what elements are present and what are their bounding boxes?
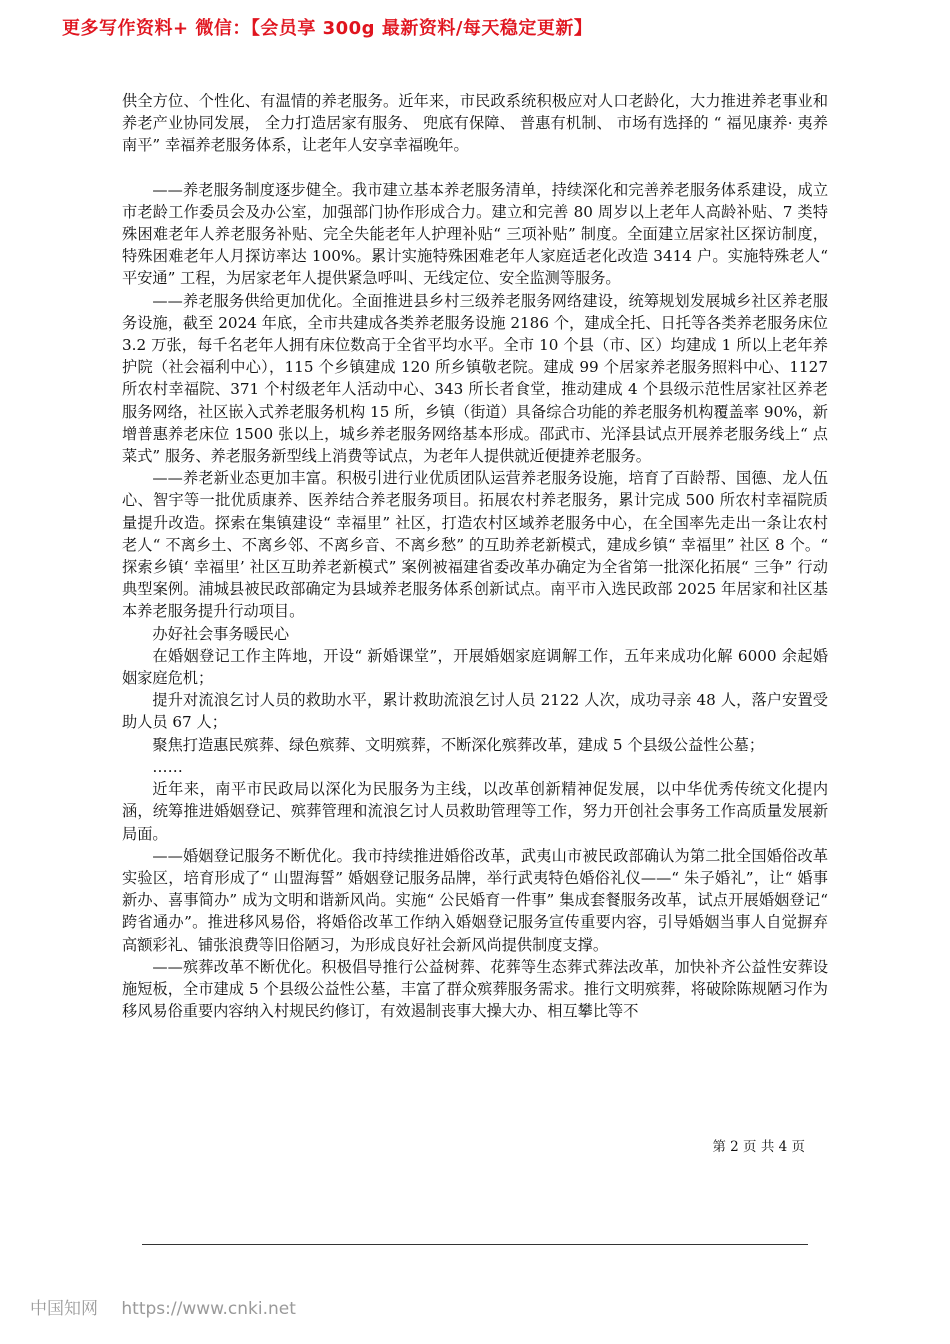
paragraph-intro: 供全方位、个性化、有温情的养老服务。近年来，市民政系统积极应对人口老龄化，大力推进养老事业和养老产业协同发展， 全力打造居家有服务、 兜底有保障、 普惠有机制、 市场有选择的 “ 福见康养· 夷养南平” 幸福养老服务体系，让老年人安享幸福晚年。 (122, 92, 828, 155)
paragraph-elderly-new-business: ——养老新业态更加丰富。积极引进行业优质团队运营养老服务设施，培育了百龄帮、国德、龙人伍心、智宇等一批优质康养、医养结合养老服务项目。拓展农村养老服务，累计完成 500 所农村幸福院质量提升改造。探索在集镇建设“ 幸福里” 社区，打造农村区域养老服务中心，在全国率先走出一条让农村老人“ 不离乡土、不离乡邻、不离乡音、不离乡愁” 的互助养老新模式，建成乡镇“ 幸福里” 社区 8 个。“ 探索乡镇‘ 幸福里’ 社区互助养老新模式” 案例被福建省委改革办确定为全省第一批深化拓展“ 三争” 行动典型案例。浦城县被民政部确定为县域养老服务体系创新试点。南平市入选民政部 2025 年居家和社区基本养老服务提升行动项目。 (122, 469, 828, 621)
page-number: 第 2 页 共 4 页 (712, 1139, 805, 1155)
paragraph-funeral-reform: 聚焦打造惠民殡葬、绿色殡葬、文明殡葬，不断深化殡葬改革，建成 5 个县级公益性公墓； (152, 735, 765, 754)
section-heading: 办好社会事务暖民心 (152, 624, 290, 643)
paragraph-ellipsis: …… (152, 757, 183, 776)
paragraph-elderly-system: ——养老服务制度逐步健全。我市建立基本养老服务清单，持续深化和完善养老服务体系建设，成立市老龄工作委员会及办公室，加强部门协作形成合力。建立和完善 80 周岁以上老年人高龄补贴、7 类特殊困难老年人养老服务补贴、完全失能老年人护理补贴“ 三项补贴” 制度。全面建立居家社区探访制度，特殊困难老年人月探访率达 100%。累计实施特殊困难老年人家庭适老化改造 3414 户。实施特殊老人“ 平安通” 工程，为居家老年人提供紧急呼叫、无线定位、安全监测等服务。 (122, 180, 828, 288)
cnki-url: https://www.cnki.net (121, 1299, 296, 1319)
paragraph-elderly-supply: ——养老服务供给更加优化。全面推进县乡村三级养老服务网络建设，统筹规划发展城乡社区养老服务设施，截至 2024 年底，全市共建成各类养老服务设施 2186 个，建成全托、日托等各类养老服务床位 3.2 万张，每千名老年人拥有床位数高于全省平均水平。全市 10 个县（市、区）均建成 1 所以上老年养护院（社会福利中心），115 个乡镇建成 120 所乡镇敬老院。建成 99 个居家养老服务照料中心、1127 所农村幸福院、371 个村级老年人活动中心、343 所长者食堂，推动建成 4 个县级示范性居家社区养老服务网络，社区嵌入式养老服务机构 15 所，乡镇（街道）具备综合功能的养老服务机构覆盖率 90%，新增普惠养老床位 1500 张以上，城乡养老服务网络基本形成。邵武市、光泽县试点开展养老服务线上“ 点菜式” 服务、养老服务新型线上消费等试点，为老年人提供就近便捷养老服务。 (122, 291, 828, 466)
paragraph-funeral-optimization: ——殡葬改革不断优化。积极倡导推行公益树葬、花葬等生态葬式葬法改革，加快补齐公益性安葬设施短板，全市建成 5 个县级公益性公墓，丰富了群众殡葬服务需求。推行文明殡葬，将破除陈规陋习作为移风易俗重要内容纳入村规民约修订，有效遏制丧事大操大办、相互攀比等不 (122, 957, 828, 1021)
paragraph-social-affairs: 近年来，南平市民政局以深化为民服务为主线，以改革创新精神促发展，以中华优秀传统文化提内涵，统筹推进婚姻登记、殡葬管理和流浪乞讨人员救助管理等工作，努力开创社会事务工作高质量发展新局面。 (122, 780, 828, 843)
document-body (122, 90, 828, 1022)
paragraph-vagrant-relief: 提升对流浪乞讨人员的救助水平，累计救助流浪乞讨人员 2122 人次，成功寻亲 48 人，落户安置受助人员 67 人； (122, 691, 828, 732)
paragraph-marriage-registration: 在婚姻登记工作主阵地，开设“ 新婚课堂”，开展婚姻家庭调解工作，五年来成功化解 6000 余起婚姻家庭危机； (122, 646, 828, 688)
promo-banner: 更多写作资料+ 微信：【会员享 300g 最新资料/每天稳定更新】 (62, 18, 593, 39)
cnki-brand: 中国知网 (30, 1299, 98, 1319)
watermark-footer (30, 1294, 296, 1319)
paragraph-marriage-service: ——婚姻登记服务不断优化。我市持续推进婚俗改革，武夷山市被民政部确认为第二批全国婚俗改革实验区，培育形成了“ 山盟海誓” 婚姻登记服务品牌，举行武夷特色婚俗礼仪——“ 朱子婚礼”，让“ 婚事新办、喜事简办” 成为文明和谐新风尚。实施“ 公民婚育一件事” 集成套餐服务改革，试点开展婚姻登记“ 跨省通办”。推进移风易俗，将婚俗改革工作纳入婚姻登记服务宣传重要内容，引导婚姻当事人自觉摒弃高额彩礼、铺张浪费等旧俗陋习，为形成良好社会新风尚提供制度支撑。 (122, 846, 828, 954)
footer-divider (142, 1244, 808, 1245)
